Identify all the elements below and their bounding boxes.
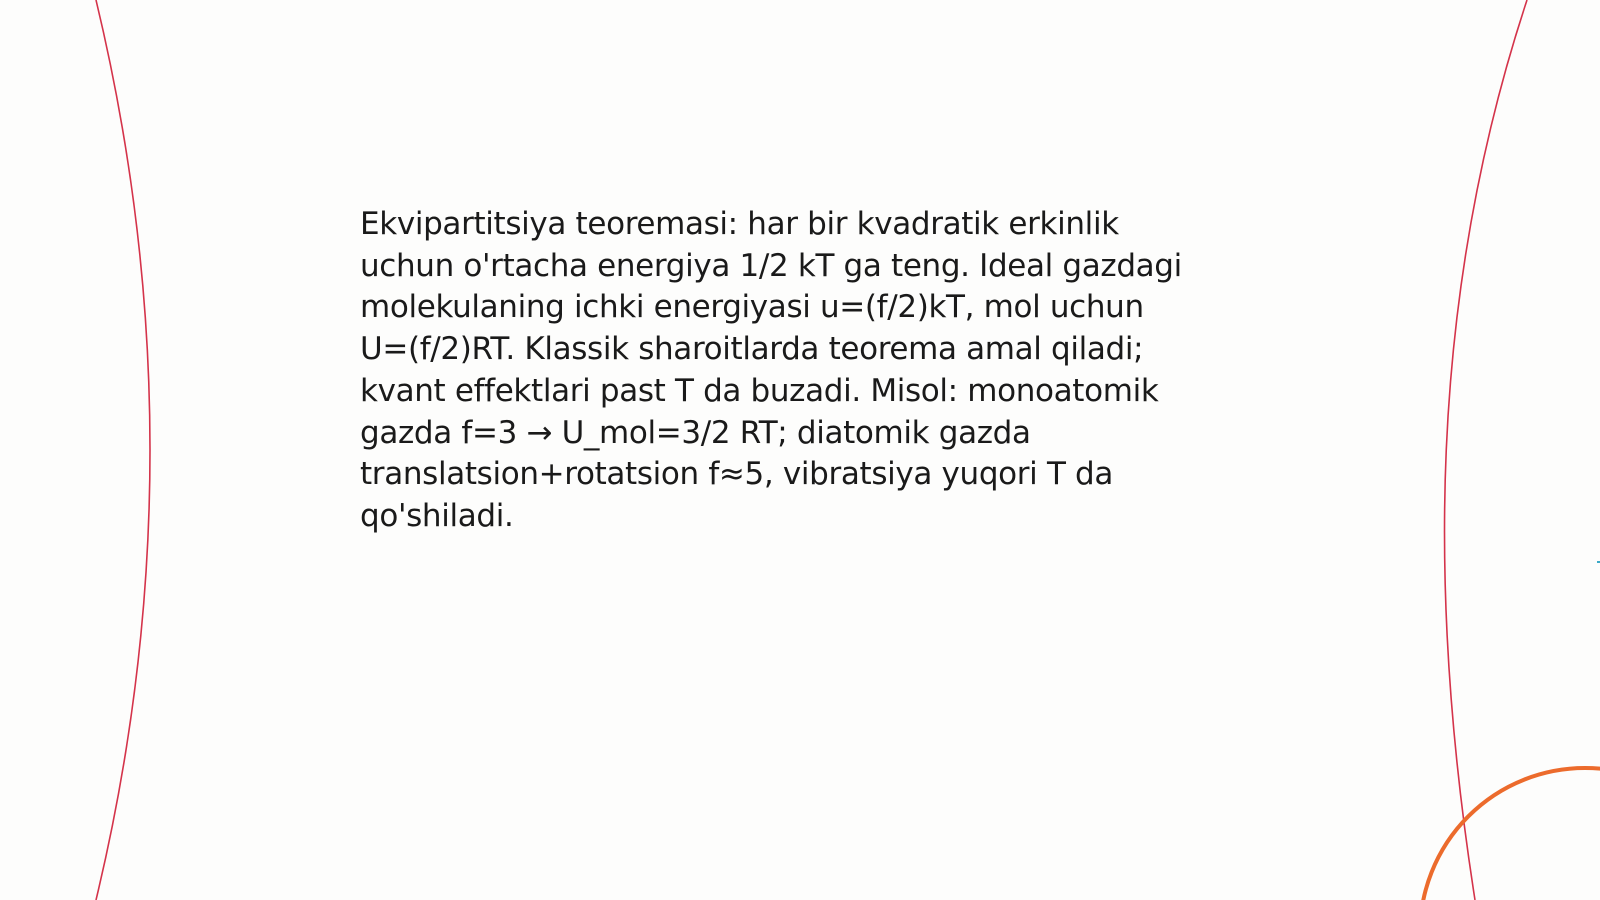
- body-line: translatsion+rotatsion f≈5, vibratsiya yuqori T da: [360, 456, 1114, 493]
- body-line: qo'shiladi.: [360, 497, 514, 534]
- body-line: Ekvipartitsiya teoremasi: har bir kvadratik erkinlik: [360, 206, 1119, 242]
- left-arc: [96, 0, 150, 900]
- body-line: U=(f/2)RT. Klassik sharoitlarda teorema amal qiladi;: [360, 331, 1144, 368]
- body-line: uchun o'rtacha energiya 1/2 kT ga teng. Ideal gazdagi: [360, 247, 1182, 284]
- body-line: kvant effektlari past T da buzadi. Misol: monoatomik: [360, 372, 1159, 409]
- orange-circle: [1420, 768, 1600, 900]
- body-line: molekulaning ichki energiyasi u=(f/2)kT, mol uchun: [360, 289, 1144, 326]
- body-line: gazda f=3 → U_mol=3/2 RT; diatomik gazda: [360, 414, 1031, 451]
- right-arc: [1444, 0, 1527, 900]
- body-text: [360, 204, 1260, 538]
